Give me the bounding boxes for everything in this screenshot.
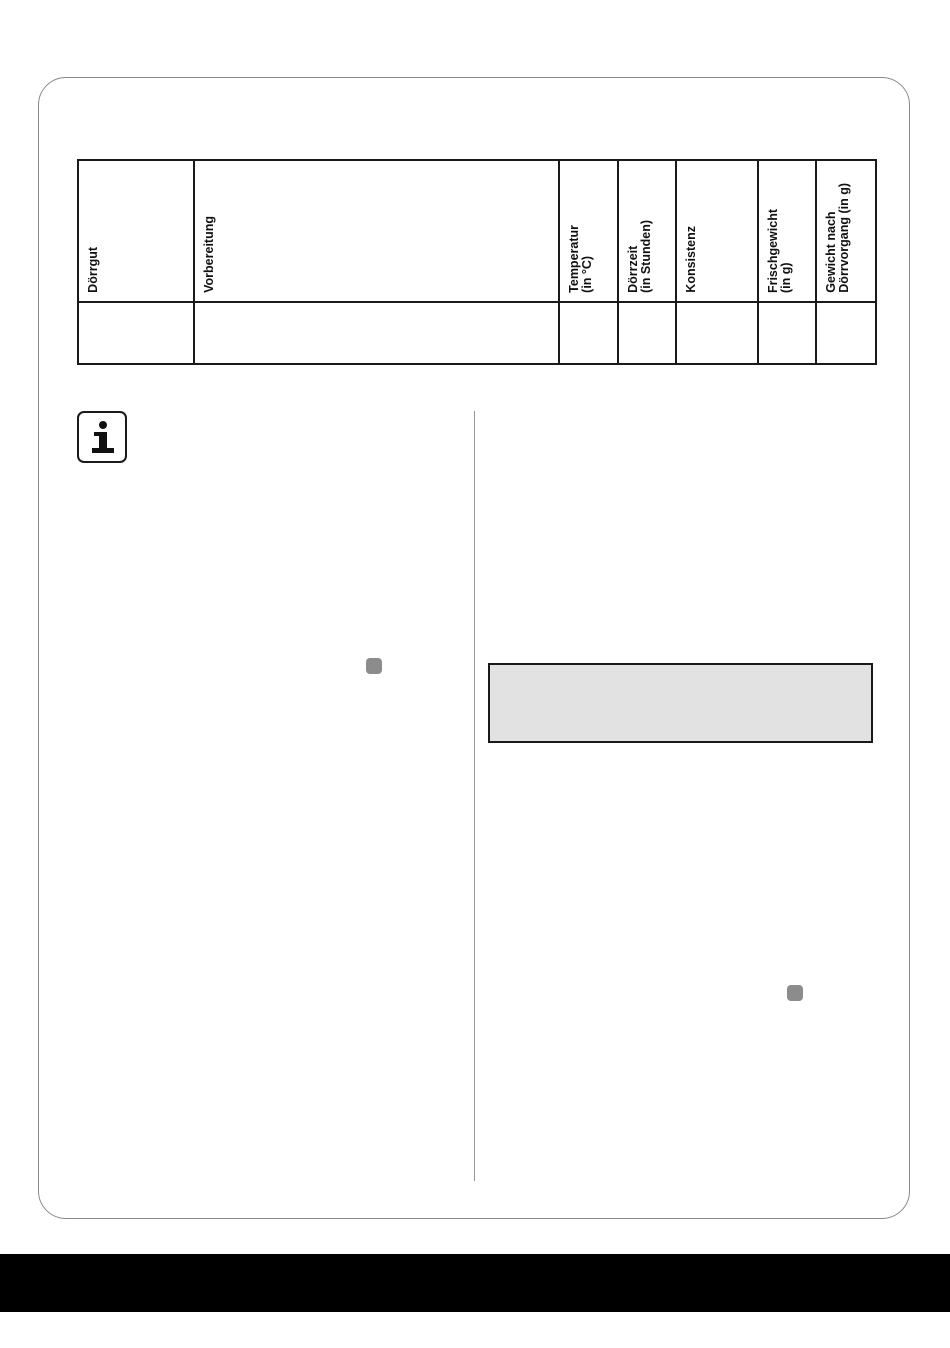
column-divider bbox=[474, 411, 475, 1181]
table-cell bbox=[559, 302, 618, 364]
info-icon bbox=[77, 411, 127, 463]
header-cell-doerrzeit bbox=[618, 160, 676, 302]
gray-rounded-square-icon bbox=[787, 985, 803, 1001]
header-label: Dörrgut bbox=[86, 247, 100, 293]
drying-table bbox=[77, 159, 877, 365]
header-label: Frischgewicht (in g) bbox=[766, 208, 793, 293]
table-cell bbox=[618, 302, 676, 364]
header-label: Dörrzeit (in Stunden) bbox=[626, 220, 653, 293]
note-box bbox=[488, 663, 873, 743]
header-cell-gewicht-nach bbox=[816, 160, 876, 302]
table-cell bbox=[758, 302, 816, 364]
table-cell bbox=[78, 302, 194, 364]
header-label: Temperatur (in °C) bbox=[567, 225, 594, 293]
table-cell bbox=[194, 302, 559, 364]
header-cell-vorbereitung bbox=[194, 160, 559, 302]
table-cell bbox=[676, 302, 758, 364]
header-cell-temperatur bbox=[559, 160, 618, 302]
header-label: Gewicht nach Dörrvorgang (in g) bbox=[824, 183, 851, 293]
footer-bar bbox=[0, 1254, 950, 1312]
table-row bbox=[78, 302, 876, 364]
header-cell-doerrgut bbox=[78, 160, 194, 302]
header-label: Vorbereitung bbox=[202, 216, 216, 293]
header-cell-frischgewicht bbox=[758, 160, 816, 302]
gray-rounded-square-icon bbox=[366, 658, 382, 674]
header-label: Konsistenz bbox=[684, 226, 698, 293]
header-cell-konsistenz bbox=[676, 160, 758, 302]
table-cell bbox=[816, 302, 876, 364]
table-header-row bbox=[78, 160, 876, 302]
